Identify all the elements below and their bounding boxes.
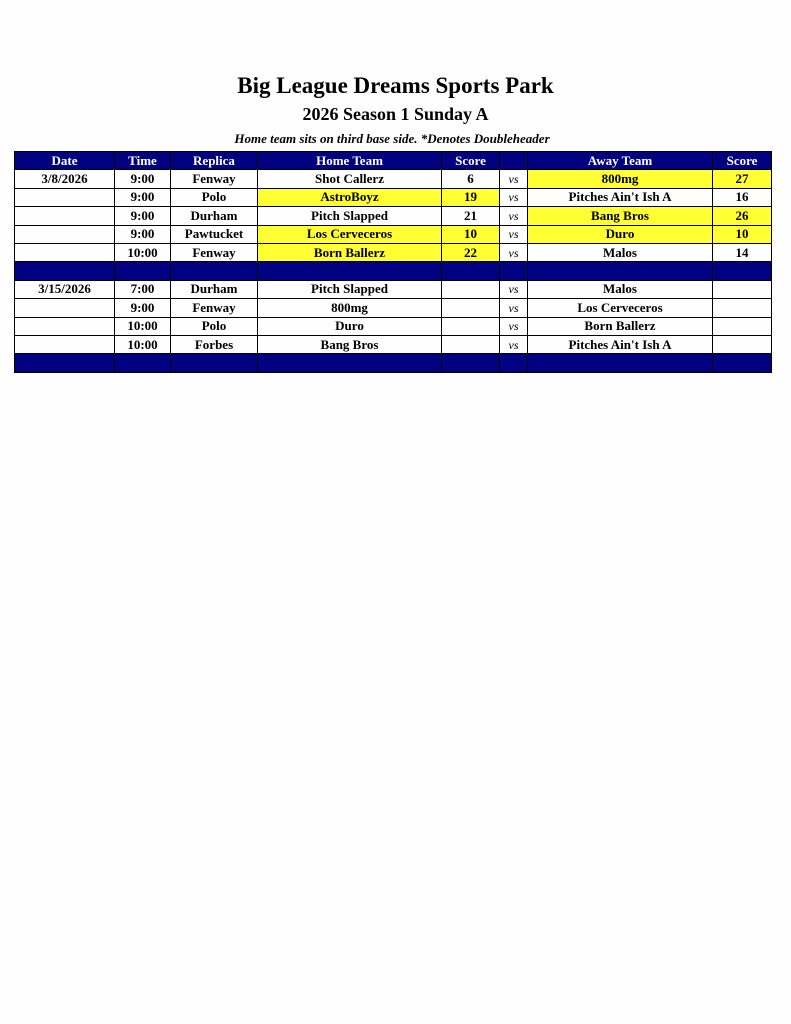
game-time: 9:00 bbox=[115, 225, 171, 243]
vs-label: vs bbox=[500, 243, 528, 261]
week-separator-row bbox=[15, 354, 772, 372]
game-date bbox=[15, 207, 115, 225]
home-team: Pitch Slapped bbox=[258, 280, 442, 298]
home-team: Duro bbox=[258, 317, 442, 335]
away-team: Duro bbox=[528, 225, 713, 243]
home-team: Born Ballerz bbox=[258, 243, 442, 261]
header-row bbox=[15, 152, 772, 170]
vs-label: vs bbox=[500, 188, 528, 206]
away-score bbox=[713, 280, 772, 298]
schedule-note: Home team sits on third base side. *Denotes Doubleheader bbox=[234, 131, 550, 146]
schedule-table bbox=[14, 151, 772, 373]
game-replica: Durham bbox=[171, 207, 258, 225]
separator-cell bbox=[528, 354, 713, 372]
away-team: Bang Bros bbox=[528, 207, 713, 225]
separator-cell bbox=[713, 262, 772, 280]
home-score: 6 bbox=[442, 170, 500, 188]
separator-cell bbox=[713, 354, 772, 372]
column-header-away-score: Score bbox=[713, 152, 772, 170]
home-team: Bang Bros bbox=[258, 335, 442, 353]
game-time: 9:00 bbox=[115, 188, 171, 206]
column-header-away-team: Away Team bbox=[528, 152, 713, 170]
home-score: 22 bbox=[442, 243, 500, 261]
home-team: Los Cerveceros bbox=[258, 225, 442, 243]
away-score bbox=[713, 299, 772, 317]
vs-label: vs bbox=[500, 280, 528, 298]
game-row bbox=[15, 188, 772, 206]
away-team: Malos bbox=[528, 243, 713, 261]
game-date: 3/15/2026 bbox=[15, 280, 115, 298]
schedule-body bbox=[15, 170, 772, 372]
vs-label: vs bbox=[500, 335, 528, 353]
game-time: 9:00 bbox=[115, 299, 171, 317]
home-team: Shot Callerz bbox=[258, 170, 442, 188]
game-replica: Polo bbox=[171, 188, 258, 206]
game-row bbox=[15, 170, 772, 188]
vs-label: vs bbox=[500, 225, 528, 243]
game-row bbox=[15, 335, 772, 353]
separator-cell bbox=[442, 262, 500, 280]
game-date bbox=[15, 225, 115, 243]
game-date bbox=[15, 243, 115, 261]
home-score bbox=[442, 335, 500, 353]
game-date bbox=[15, 317, 115, 335]
game-date: 3/8/2026 bbox=[15, 170, 115, 188]
column-header-replica: Replica bbox=[171, 152, 258, 170]
game-replica: Durham bbox=[171, 280, 258, 298]
away-team: Pitches Ain't Ish A bbox=[528, 335, 713, 353]
game-time: 7:00 bbox=[115, 280, 171, 298]
column-header-home-score: Score bbox=[442, 152, 500, 170]
home-team: Pitch Slapped bbox=[258, 207, 442, 225]
separator-cell bbox=[15, 354, 115, 372]
game-time: 9:00 bbox=[115, 207, 171, 225]
away-team: 800mg bbox=[528, 170, 713, 188]
game-row bbox=[15, 317, 772, 335]
separator-cell bbox=[442, 354, 500, 372]
game-date bbox=[15, 188, 115, 206]
home-score: 21 bbox=[442, 207, 500, 225]
game-replica: Fenway bbox=[171, 299, 258, 317]
game-date bbox=[15, 335, 115, 353]
game-replica: Fenway bbox=[171, 170, 258, 188]
column-header-date: Date bbox=[15, 152, 115, 170]
game-row bbox=[15, 299, 772, 317]
season-subtitle: 2026 Season 1 Sunday A bbox=[302, 104, 489, 124]
away-score: 14 bbox=[713, 243, 772, 261]
game-date bbox=[15, 299, 115, 317]
home-score bbox=[442, 280, 500, 298]
column-header-vs bbox=[500, 152, 528, 170]
vs-label: vs bbox=[500, 207, 528, 225]
separator-cell bbox=[115, 354, 171, 372]
home-score bbox=[442, 317, 500, 335]
away-team: Pitches Ain't Ish A bbox=[528, 188, 713, 206]
home-score bbox=[442, 299, 500, 317]
away-score: 26 bbox=[713, 207, 772, 225]
away-score bbox=[713, 317, 772, 335]
home-score: 19 bbox=[442, 188, 500, 206]
separator-cell bbox=[171, 262, 258, 280]
column-header-home-team: Home Team bbox=[258, 152, 442, 170]
separator-cell bbox=[528, 262, 713, 280]
away-team: Born Ballerz bbox=[528, 317, 713, 335]
game-row bbox=[15, 225, 772, 243]
separator-cell bbox=[115, 262, 171, 280]
game-time: 10:00 bbox=[115, 243, 171, 261]
game-time: 10:00 bbox=[115, 335, 171, 353]
away-team: Los Cerveceros bbox=[528, 299, 713, 317]
game-row bbox=[15, 207, 772, 225]
game-replica: Forbes bbox=[171, 335, 258, 353]
week-separator-row bbox=[15, 262, 772, 280]
away-score bbox=[713, 335, 772, 353]
home-team: 800mg bbox=[258, 299, 442, 317]
vs-label: vs bbox=[500, 317, 528, 335]
away-team: Malos bbox=[528, 280, 713, 298]
game-time: 9:00 bbox=[115, 170, 171, 188]
separator-cell bbox=[500, 262, 528, 280]
home-score: 10 bbox=[442, 225, 500, 243]
game-replica: Pawtucket bbox=[171, 225, 258, 243]
game-replica: Polo bbox=[171, 317, 258, 335]
game-replica: Fenway bbox=[171, 243, 258, 261]
vs-label: vs bbox=[500, 170, 528, 188]
separator-cell bbox=[258, 262, 442, 280]
away-score: 16 bbox=[713, 188, 772, 206]
column-header-time: Time bbox=[115, 152, 171, 170]
separator-cell bbox=[15, 262, 115, 280]
away-score: 10 bbox=[713, 225, 772, 243]
game-row bbox=[15, 280, 772, 298]
game-time: 10:00 bbox=[115, 317, 171, 335]
home-team: AstroBoyz bbox=[258, 188, 442, 206]
separator-cell bbox=[171, 354, 258, 372]
page-title: Big League Dreams Sports Park bbox=[237, 73, 554, 98]
away-score: 27 bbox=[713, 170, 772, 188]
separator-cell bbox=[500, 354, 528, 372]
vs-label: vs bbox=[500, 299, 528, 317]
separator-cell bbox=[258, 354, 442, 372]
game-row bbox=[15, 243, 772, 261]
